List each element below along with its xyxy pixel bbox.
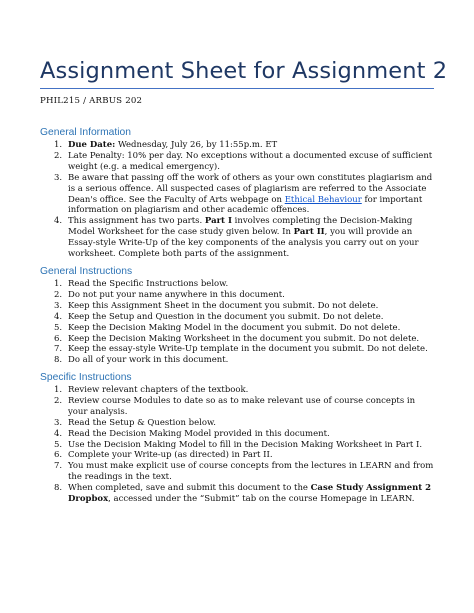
instruction-text: Review course Modules to date so as to make relevant use of course concepts in your analysis. — [68, 395, 416, 417]
instruction-text: You must make explicit use of course concepts from the lectures in LEARN and from the readings in the text. — [68, 461, 434, 483]
list-number: 7. — [54, 344, 63, 355]
parts-text: , you will provide an Essay-style Write-Up of the key components of the analysis you carry out on your worksheet. Complete both parts of the assignment. — [68, 227, 419, 260]
general-instructions-list — [40, 279, 434, 366]
specific-instructions-heading: Specific Instructions — [40, 372, 132, 383]
list-item — [40, 151, 434, 173]
instruction-text: Do not put your name anywhere in this document. — [68, 289, 285, 300]
list-number: 1. — [54, 279, 63, 289]
instruction-text: Read the Specific Instructions below. — [68, 279, 229, 289]
parts-text: This assignment has two parts. — [68, 216, 205, 227]
title-underline-rule — [40, 88, 434, 89]
list-number: 2. — [54, 150, 63, 161]
instruction-text: Keep the Decision Making Model in the document you submit. Do not delete. — [68, 322, 401, 333]
list-item — [40, 461, 434, 483]
parts-text: involves completing the Decision-Making Model Worksheet for the case study given below. In — [68, 216, 413, 238]
list-item — [40, 334, 434, 345]
list-number: 5. — [54, 439, 63, 450]
list-item — [40, 279, 434, 290]
instruction-text: Keep the Setup and Question in the document you submit. Do not delete. — [68, 311, 384, 322]
instruction-text: Keep the essay-style Write-Up template in the document you submit. Do not delete. — [68, 344, 428, 355]
list-number: 6. — [54, 333, 63, 344]
list-number: 5. — [54, 322, 63, 333]
instruction-text: Read the Setup & Question below. — [68, 417, 216, 428]
general-instructions-section — [40, 266, 434, 366]
due-date-label: Due Date: — [68, 140, 116, 150]
instruction-text: Read the Decision Making Model provided in this document. — [68, 428, 330, 439]
list-number: 8. — [54, 355, 63, 366]
document-title: Assignment Sheet for Assignment 2 — [40, 58, 448, 84]
list-number: 7. — [54, 461, 63, 472]
list-item — [40, 290, 434, 301]
list-number: 2. — [54, 395, 63, 406]
list-number: 2. — [54, 289, 63, 300]
general-information-section — [40, 127, 434, 260]
list-number: 4. — [54, 428, 63, 439]
general-instructions-heading: General Instructions — [40, 266, 133, 277]
list-item — [40, 140, 434, 151]
due-date-value: Wednesday, July 26, by 11:55p.m. ET — [115, 140, 278, 150]
list-item — [40, 385, 434, 396]
general-information-list — [40, 140, 434, 260]
list-number: 4. — [54, 311, 63, 322]
list-item — [40, 429, 434, 440]
plagiarism-text: Be aware that passing off the work of others as your own constitutes plagiarism and is a serious offence. All suspected cases of plagiarism are referred to the Associate Dean's office. See the Faculty of Arts webpage on — [68, 172, 433, 205]
specific-instructions-list — [40, 385, 434, 505]
submit-text-end: , accessed under the “Submit” tab on the course Homepage in LEARN. — [108, 494, 415, 505]
course-code: PHIL215 / ARBUS 202 — [40, 96, 143, 106]
plagiarism-text-end: for important information on plagiarism and other academic offences. — [68, 194, 423, 216]
general-information-heading: General Information — [40, 127, 132, 138]
part-one-label: Part I — [204, 216, 232, 227]
list-item — [40, 450, 434, 461]
ethical-behaviour-link[interactable]: Ethical Behaviour — [284, 194, 362, 205]
list-item — [40, 418, 434, 429]
instruction-text: Do all of your work in this document. — [68, 355, 229, 366]
part-two-label: Part II — [293, 227, 325, 238]
list-number: 3. — [54, 172, 63, 183]
list-item — [40, 301, 434, 312]
list-number: 3. — [54, 417, 63, 428]
list-number: 3. — [54, 300, 63, 311]
list-item — [40, 323, 434, 334]
instruction-text: Keep the Decision Making Worksheet in the document you submit. Do not delete. — [68, 333, 420, 344]
list-item — [40, 355, 434, 366]
list-item — [40, 440, 434, 451]
list-number: 6. — [54, 450, 63, 461]
instruction-text: Complete your Write-up (as directed) in Part II. — [68, 450, 273, 461]
list-item — [40, 483, 434, 505]
list-number: 1. — [54, 140, 63, 150]
list-number: 8. — [54, 483, 63, 494]
list-number: 4. — [54, 216, 63, 227]
dropbox-name: Case Study Assignment 2 Dropbox — [68, 483, 432, 505]
instruction-text: Review relevant chapters of the textbook. — [68, 385, 249, 395]
list-item — [40, 344, 434, 355]
instruction-text: Keep this Assignment Sheet in the document you submit. Do not delete. — [68, 300, 379, 311]
list-item — [40, 312, 434, 323]
specific-instructions-section — [40, 372, 434, 505]
list-item — [40, 396, 434, 418]
list-number: 1. — [54, 385, 63, 395]
list-item — [40, 216, 434, 260]
submit-text: When completed, save and submit this document to the — [68, 483, 311, 494]
late-penalty-text: Late Penalty: 10% per day. No exceptions without a documented excuse of sufficient weight (e.g. a medical emergency). — [68, 150, 433, 172]
instruction-text: Use the Decision Making Model to fill in the Decision Making Worksheet in Part I. — [68, 439, 423, 450]
list-item — [40, 173, 434, 217]
